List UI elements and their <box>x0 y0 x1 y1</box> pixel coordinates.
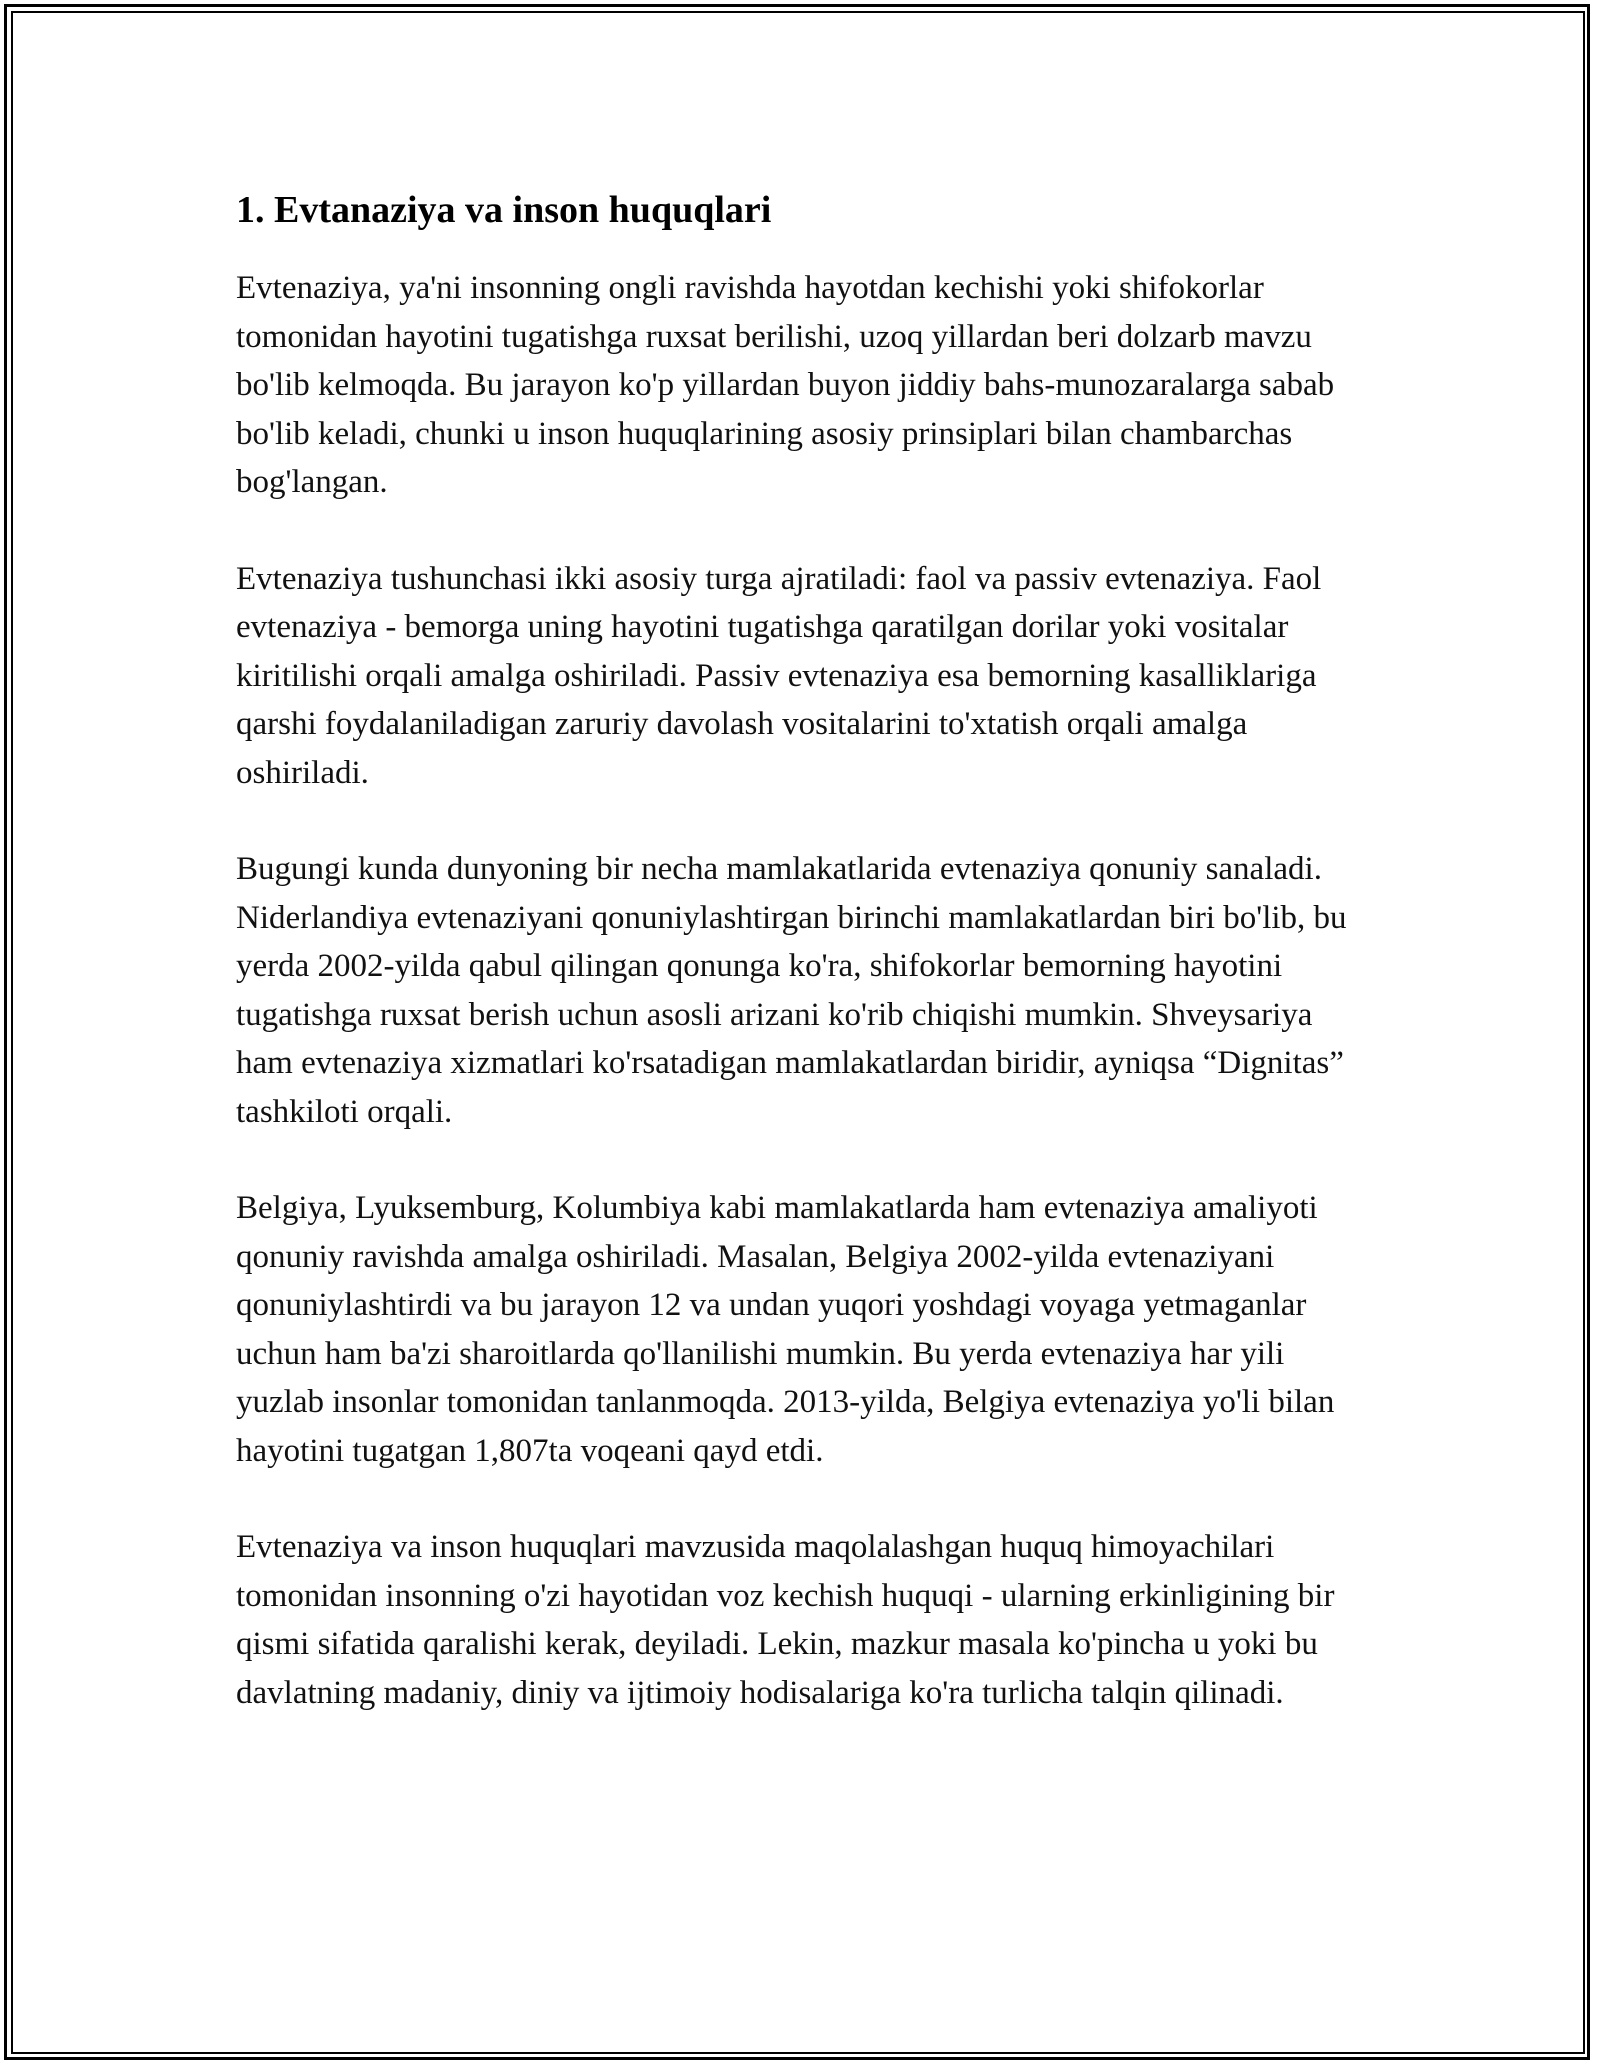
paragraph-belgium: Belgiya, Lyuksemburg, Kolumbiya kabi mamlakatlarda ham evtenaziya amaliyoti qonuniy ravishda amalga oshiriladi. Masalan, Belgiya 2002-yilda evtenaziyani qonuniylashtirdi va bu jarayon 12 va undan yuqori yoshdagi voyaga yetmaganlar uchun ham ba'zi sharoitlarda qo'llanilishi mumkin. Bu yerda evtenaziya har yili yuzlab insonlar tomonidan tanlanmoqda. 2013-yilda, Belgiya evtenaziya yo'li bilan hayotini tugatgan 1,807ta voqeani qayd etdi. <box>236 1190 1335 1469</box>
section-heading: 1. Evtanaziya va inson huquqlari <box>236 189 772 231</box>
paragraph-rights: Evtenaziya va inson huquqlari mavzusida maqolalashgan huquq himoyachilari tomonidan insonning o'zi hayotidan voz kechish huquqi - ularning erkinligining bir qismi sifatida qaralishi kerak, deyiladi. Lekin, mazkur masala ko'pincha u yoki bu davlatning madaniy, diniy va ijtimoiy hodisalariga ko'ra turlicha talqin qilinadi. <box>236 1529 1335 1711</box>
paragraph-intro: Evtenaziya, ya'ni insonning ongli ravishda hayotdan kechishi yoki shifokorlar tomonidan hayotini tugatishga ruxsat berilishi, uzoq yillardan beri dolzarb mavzu bo'lib kelmoqda. Bu jarayon ko'p yillardan buyon jiddiy bahs-munozaralarga sabab bo'lib keladi, chunki u inson huquqlarining asosiy prinsiplari bilan chambarchas bog'langan. <box>236 270 1335 500</box>
paragraph-types: Evtenaziya tushunchasi ikki asosiy turga ajratiladi: faol va passiv evtenaziya. Faol evtenaziya - bemorga uning hayotini tugatishga qaratilgan dorilar yoki vositalar kiritilishi orqali amalga oshiriladi. Passiv evtenaziya esa bemorning kasalliklariga qarshi foydalaniladigan zaruriy davolash vositalarini to'xtatish orqali amalga oshiriladi. <box>236 560 1322 791</box>
document-body <box>236 186 1376 1765</box>
paragraph-countries: Bugungi kunda dunyoning bir necha mamlakatlarida evtenaziya qonuniy sanaladi. Niderlandiya evtenaziyani qonuniylashtirgan birinchi mamlakatlardan biri bo'lib, bu yerda 2002-yilda qabul qilingan qonunga ko'ra, shifokorlar bemorning hayotini tugatishga ruxsat berish uchun asosli arizani ko'rib chiqishi mumkin. Shveysariya ham evtenaziya xizmatlari ko'rsatadigan mamlakatlardan biridir, ayniqsa “Dignitas” tashkiloti orqali. <box>236 851 1347 1130</box>
